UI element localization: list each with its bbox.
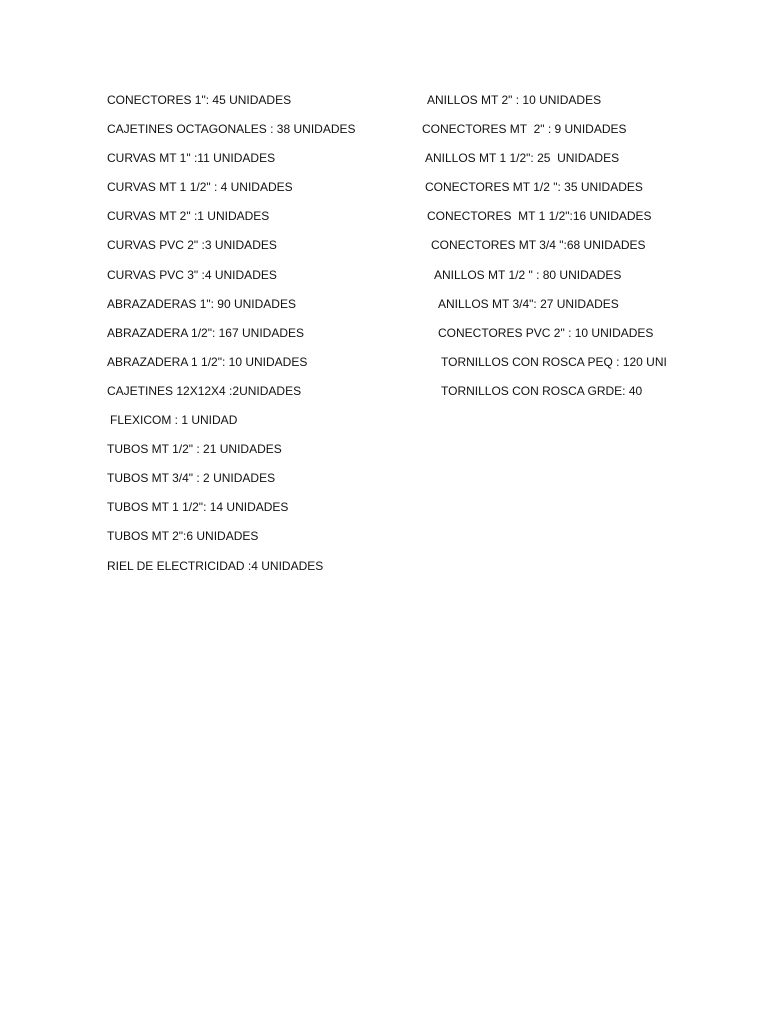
list-item: CURVAS PVC 2" :3 UNIDADES — [107, 238, 277, 253]
left-column-list — [107, 91, 407, 586]
list-item: TUBOS MT 2":6 UNIDADES — [107, 529, 259, 544]
right-column-list — [420, 91, 760, 411]
list-item: TORNILLOS CON ROSCA GRDE: 40 — [441, 383, 643, 398]
list-item: TORNILLOS CON ROSCA PEQ : 120 UNI — [441, 354, 667, 369]
list-item: FLEXICOM : 1 UNIDAD — [110, 413, 238, 428]
list-item: ABRAZADERAS 1": 90 UNIDADES — [107, 296, 296, 311]
list-item: CAJETINES OCTAGONALES : 38 UNIDADES — [107, 122, 356, 137]
list-item: ANILLOS MT 3/4": 27 UNIDADES — [438, 296, 619, 311]
list-item: CURVAS MT 1" :11 UNIDADES — [107, 151, 276, 166]
list-item: CURVAS PVC 3" :4 UNIDADES — [107, 267, 277, 282]
list-item: RIEL DE ELECTRICIDAD :4 UNIDADES — [107, 558, 324, 573]
list-item: CONECTORES MT 1/2 ": 35 UNIDADES — [425, 180, 643, 195]
list-item: CONECTORES MT 1 1/2":16 UNIDADES — [427, 209, 652, 224]
list-item: ANILLOS MT 1 1/2": 25 UNIDADES — [425, 151, 620, 166]
list-item: CAJETINES 12X12X4 :2UNIDADES — [107, 383, 302, 398]
list-item: CURVAS MT 1 1/2" : 4 UNIDADES — [107, 180, 293, 195]
list-item: ANILLOS MT 1/2 " : 80 UNIDADES — [434, 267, 622, 282]
list-item: ANILLOS MT 2" : 10 UNIDADES — [427, 93, 602, 107]
list-item: TUBOS MT 1/2" : 21 UNIDADES — [107, 442, 282, 457]
list-item: CONECTORES 1": 45 UNIDADES — [107, 93, 292, 107]
list-item: TUBOS MT 1 1/2": 14 UNIDADES — [107, 500, 289, 515]
list-item: ABRAZADERA 1 1/2": 10 UNIDADES — [107, 354, 308, 369]
list-item: ABRAZADERA 1/2": 167 UNIDADES — [107, 325, 304, 340]
list-item: CURVAS MT 2" :1 UNIDADES — [107, 209, 270, 224]
list-item: CONECTORES PVC 2" : 10 UNIDADES — [438, 325, 654, 340]
list-item: TUBOS MT 3/4" : 2 UNIDADES — [107, 471, 276, 486]
list-item: CONECTORES MT 2" : 9 UNIDADES — [422, 122, 627, 137]
list-item: CONECTORES MT 3/4 ":68 UNIDADES — [431, 238, 646, 253]
